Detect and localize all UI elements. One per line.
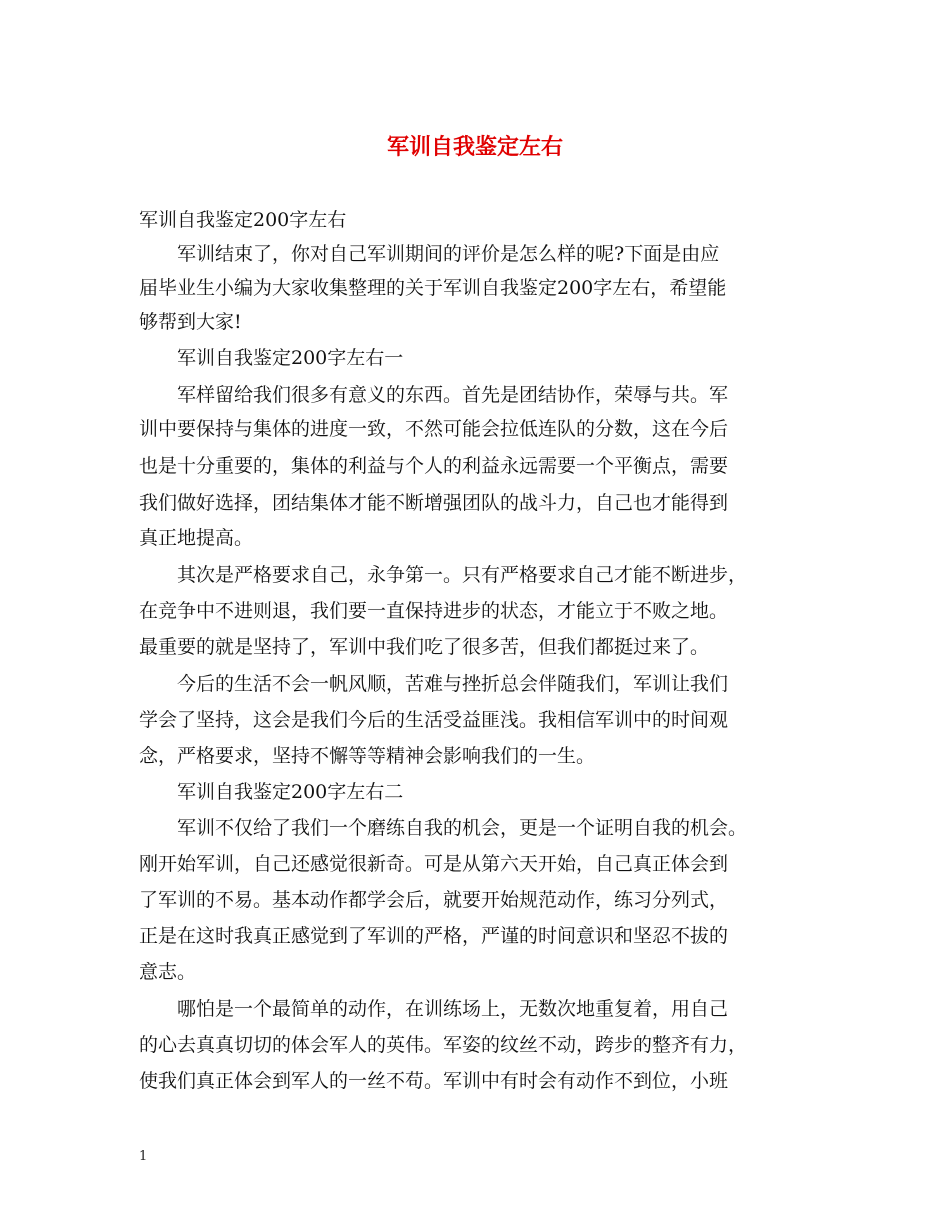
body-line: 够帮到大家! xyxy=(139,311,242,333)
body-line-subtitle: 军训自我鉴定200字左右 xyxy=(139,209,347,231)
page-number: 1 xyxy=(139,1149,148,1164)
body-line: 在竞争中不进则退，我们要一直保持进步的状态，才能立于不败之地。 xyxy=(139,600,729,622)
body-line: 军训结束了，你对自己军训期间的评价是怎么样的呢?下面是由应 xyxy=(139,243,720,265)
body-line: 我们做好选择，团结集体才能不断增强团队的战斗力，自己也才能得到 xyxy=(139,492,729,514)
body-line: 届毕业生小编为大家收集整理的关于军训自我鉴定200字左右，希望能 xyxy=(139,277,727,299)
section-heading-one: 军训自我鉴定200字左右一 xyxy=(139,347,404,369)
body-line: 军训不仅给了我们一个磨练自我的机会，更是一个证明自我的机会。 xyxy=(139,817,748,839)
body-line: 也是十分重要的，集体的利益与个人的利益永远需要一个平衡点，需要 xyxy=(139,455,729,477)
body-line: 念，严格要求，坚持不懈等等精神会影响我们的一生。 xyxy=(139,745,596,767)
document-title: 军训自我鉴定左右 xyxy=(386,134,563,160)
body-line: 真正地提高。 xyxy=(139,527,254,549)
body-line: 今后的生活不会一帆风顺，苦难与挫折总会伴随我们，军训让我们 xyxy=(139,673,729,695)
body-line: 意志。 xyxy=(139,961,197,983)
section-heading-two: 军训自我鉴定200字左右二 xyxy=(139,781,404,803)
body-line: 使我们真正体会到军人的一丝不苟。军训中有时会有动作不到位，小班 xyxy=(139,1070,729,1092)
body-line: 军样留给我们很多有意义的东西。首先是团结协作，荣辱与共。军 xyxy=(139,384,729,406)
body-line: 训中要保持与集体的进度一致，不然可能会拉低连队的分数，这在今后 xyxy=(139,418,729,440)
body-line: 了军训的不易。基本动作都学会后，就要开始规范动作，练习分列式， xyxy=(139,889,729,911)
body-line: 正是在这时我真正感觉到了军训的严格，严谨的时间意识和坚忍不拔的 xyxy=(139,925,729,947)
body-line: 的心去真真切切的体会军人的英伟。军姿的纹丝不动，跨步的整齐有力， xyxy=(139,1034,748,1056)
body-line: 刚开始军训，自己还感觉很新奇。可是从第六天开始，自己真正体会到 xyxy=(139,853,729,875)
body-line: 学会了坚持，这会是我们今后的生活受益匪浅。我相信军训中的时间观 xyxy=(139,709,729,731)
body-line: 最重要的就是坚持了，军训中我们吃了很多苦，但我们都挺过来了。 xyxy=(139,636,710,658)
body-line: 哪怕是一个最简单的动作，在训练场上，无数次地重复着，用自己 xyxy=(139,998,729,1020)
body-line: 其次是严格要求自己，永争第一。只有严格要求自己才能不断进步， xyxy=(139,564,748,586)
